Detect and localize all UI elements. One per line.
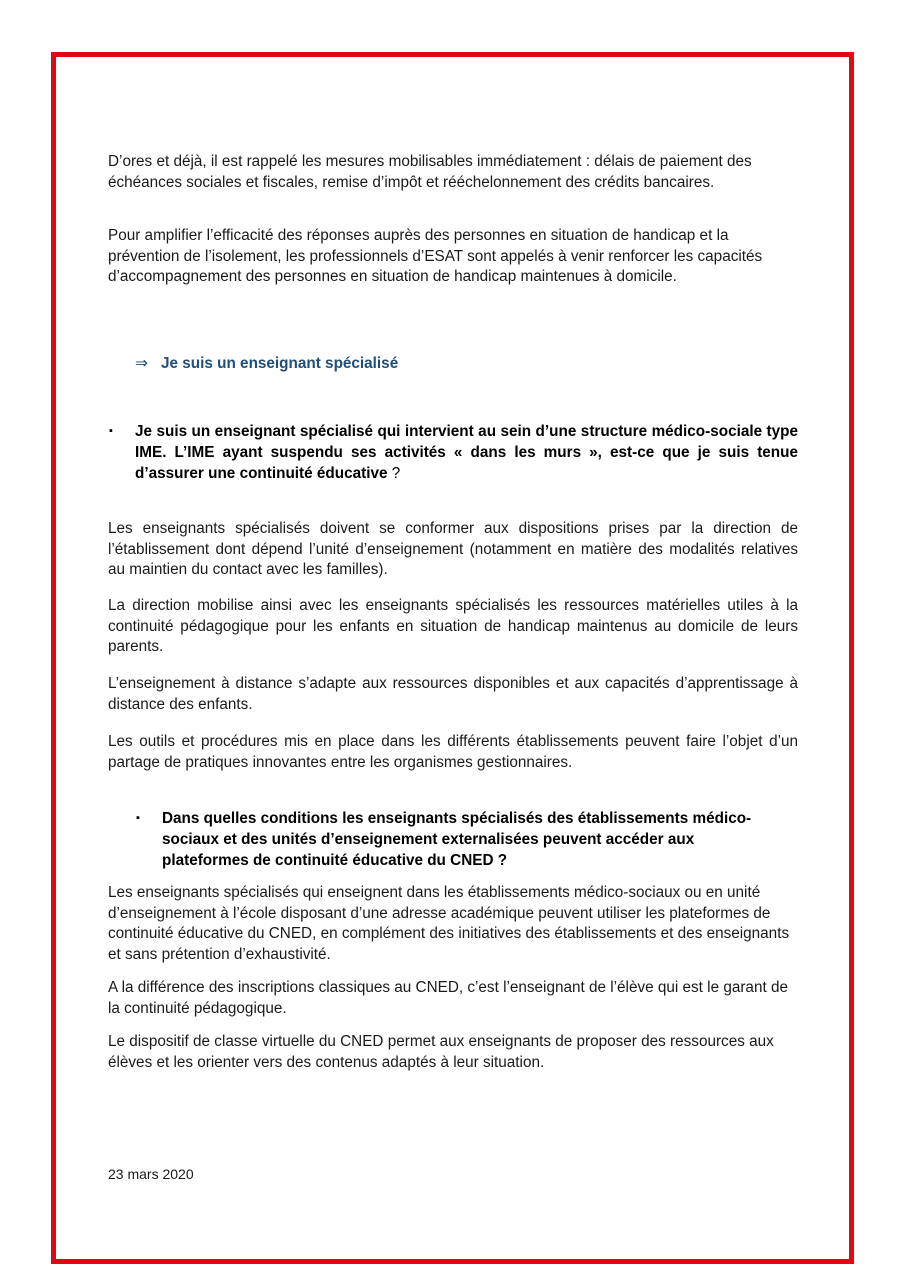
arrow-right-icon: ⇒ <box>135 355 148 372</box>
footer-date: 23 mars 2020 <box>108 1166 194 1182</box>
bullet-icon: ▪ <box>109 425 113 437</box>
question-cned <box>136 808 782 871</box>
question-ime-text: Je suis un enseignant spécialisé qui intervient au sein d’une structure médico-sociale type IME. L’IME ayant suspendu ses activités « dans les murs », est-ce que je suis tenue d’assurer une continuité éducative <box>135 423 798 482</box>
answer-ime-p1: Les enseignants spécialisés doivent se conformer aux dispositions prises par la direction de l’établissement dont dépend l’unité d’enseignement (notamment en matière des modalités relatives au maintien du contact avec les familles). <box>108 520 798 578</box>
answer-ime-p4: Les outils et procédures mis en place dans les différents établissements peuvent faire l’objet d’un partage de pratiques innovantes entre les organismes gestionnaires. <box>108 733 798 771</box>
section-heading-label: Je suis un enseignant spécialisé <box>161 355 399 372</box>
answer-cned-p3: Le dispositif de classe virtuelle du CNED permet aux enseignants de proposer des ressources aux élèves et les orienter vers des contenus adaptés à leur situation. <box>108 1033 774 1071</box>
bullet-icon: ▪ <box>136 812 140 824</box>
answer-ime-p2: La direction mobilise ainsi avec les enseignants spécialisés les ressources matérielles utiles à la continuité pédagogique pour les enfants en situation de handicap maintenus au domicile de leurs parents. <box>108 597 798 655</box>
answer-ime-p3: L’enseignement à distance s’adapte aux ressources disponibles et aux capacités d’apprentissage à distance des enfants. <box>108 675 798 713</box>
paragraph-esat: Pour amplifier l’efficacité des réponses auprès des personnes en situation de handicap et la prévention de l’isolement, les professionnels d’ESAT sont appelés à venir renforcer les capacités d’accompagnement des personnes en situation de handicap maintenues à domicile. <box>108 227 763 285</box>
question-ime <box>109 421 798 484</box>
section-heading <box>135 354 398 374</box>
question-ime-suffix: ? <box>387 465 401 482</box>
answer-cned-p1: Les enseignants spécialisés qui enseignent dans les établissements médico-sociaux ou en unité d’enseignement à l’école disposant d’une adresse académique peuvent utiliser les plateformes de continuité éducative du CNED, en complément des initiatives des établissements et des enseignants et sans prétention d’exhaustivité. <box>108 884 790 963</box>
paragraph-mesures: D’ores et déjà, il est rappelé les mesures mobilisables immédiatement : délais de paiement des échéances sociales et fiscales, remise d’impôt et rééchelonnement des crédits bancaires. <box>108 153 752 191</box>
question-cned-text: Dans quelles conditions les enseignants spécialisés des établissements médico-sociaux et des unités d’enseignement externalisées peuvent accéder aux plateformes de continuité éducative du CNED ? <box>162 810 752 869</box>
answer-cned-p2: A la différence des inscriptions classiques au CNED, c’est l’enseignant de l’élève qui est le garant de la continuité pédagogique. <box>108 979 788 1017</box>
